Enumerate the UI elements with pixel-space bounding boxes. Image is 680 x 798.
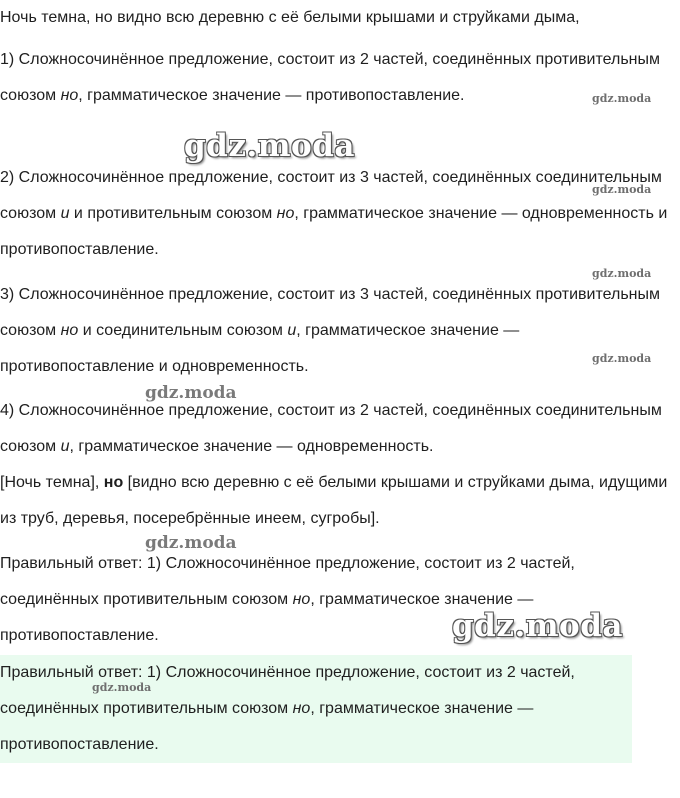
watermark: gdz.moda: [145, 533, 237, 553]
watermark: gdz.moda: [92, 681, 152, 694]
sentence-scheme: [Ночь темна], но [видно всю деревню с её белыми крышами и струйками дыма, идущими из труб, деревья, посеребрённые инеем, сугробы].: [0, 474, 668, 527]
option-2: 2) Сложносочинённое предложение, состоит из 3 частей, соединённых соединительным союзом и и противительным союзом но, грамматическое значение — одновременность и противопоставление.: [0, 169, 668, 258]
watermark: gdz.moda: [452, 608, 623, 644]
option-1: 1) Сложносочинённое предложение, состоит из 2 частей, соединённых противительным союзом но, грамматическое значение — противопоставление.: [0, 51, 660, 104]
option-3: 3) Сложносочинённое предложение, состоит из 3 частей, соединённых противительным союзом но и соединительным союзом и, грамматическое значение — противопоставление и одновременность.: [0, 286, 660, 375]
watermark: gdz.moda: [592, 352, 652, 365]
answer-text: Правильный ответ: 1) Сложносочинённое предложение, состоит из 2 частей, соединённых противительным союзом но, грамматическое значение — противопоставление.: [0, 555, 575, 644]
watermark: gdz.moda: [184, 128, 355, 164]
watermark: gdz.moda: [592, 92, 652, 105]
option-4: 4) Сложносочинённое предложение, состоит из 2 частей, соединённых соединительным союзом и, грамматическое значение — одновременность.: [0, 402, 662, 455]
sentence-intro: Ночь темна, но видно всю деревню с её белыми крышами и струйками дыма,: [0, 9, 580, 26]
watermark: gdz.moda: [592, 267, 652, 280]
watermark: gdz.moda: [592, 183, 652, 196]
answer-highlighted-text: Правильный ответ: 1) Сложносочинённое предложение, состоит из 2 частей, соединённых противительным союзом но, грамматическое значение — противопоставление.: [0, 664, 575, 753]
watermark: gdz.moda: [145, 383, 237, 403]
